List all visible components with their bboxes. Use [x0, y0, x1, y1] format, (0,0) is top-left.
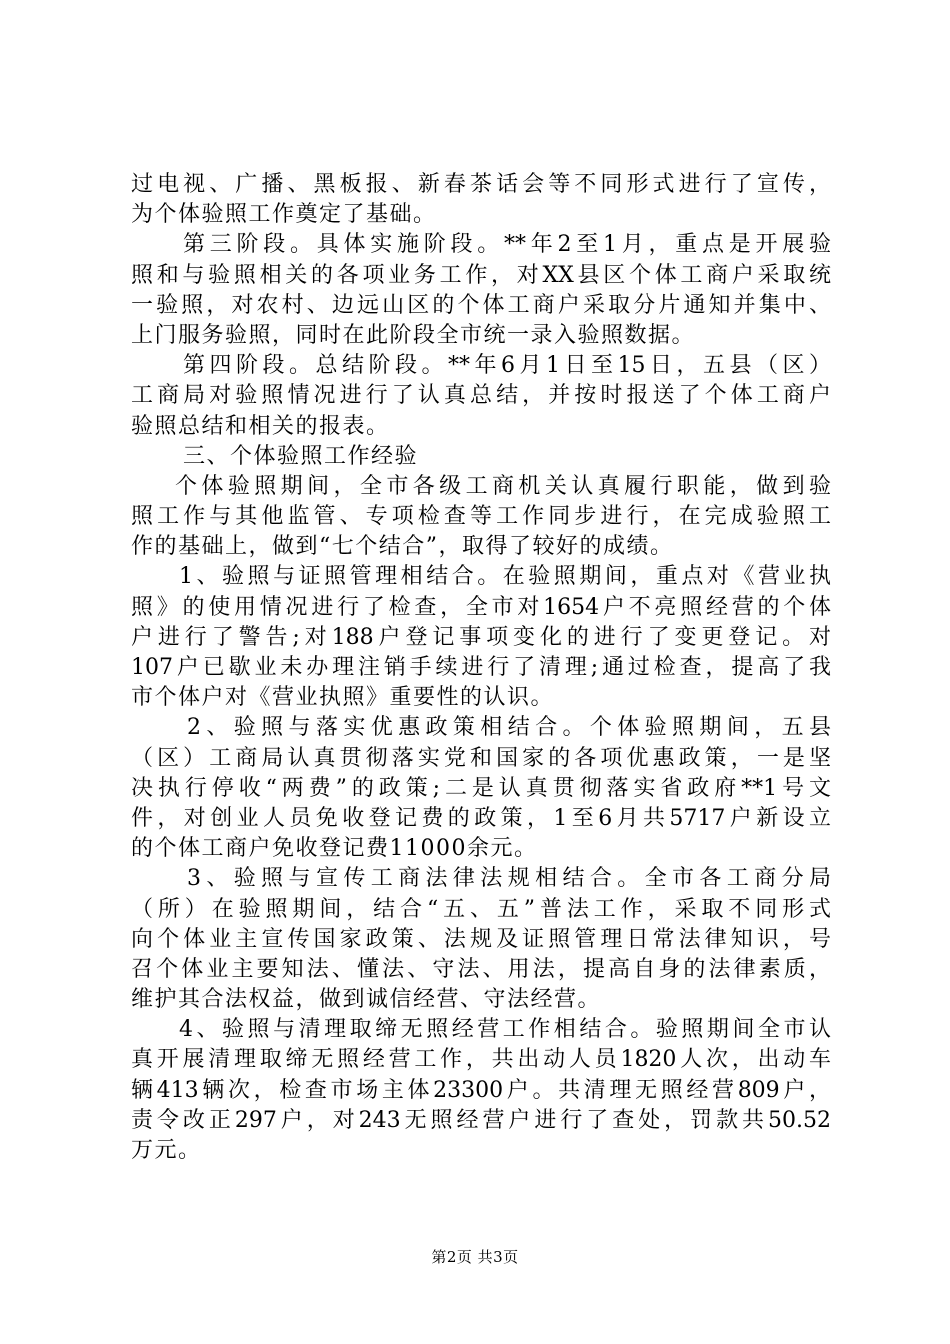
text-line: 第四阶段。总结阶段。**年6月1日至15日，五县（区）	[183, 353, 831, 379]
text-line: 真开展清理取缔无照经营工作，共出动人员1820人次，出动车	[131, 1047, 831, 1073]
text-line: 2、验照与落实优惠政策相结合。个体验照期间，五县	[187, 715, 831, 741]
text-line: 1、验照与证照管理相结合。在验照期间，重点对《营业执	[179, 564, 831, 590]
page-footer	[0, 1246, 950, 1267]
text-line: 决执行停收“两费”的政策;二是认真贯彻落实省政府**1号文	[131, 775, 831, 801]
text-line: 第三阶段。具体实施阶段。**年2至1月，重点是开展验	[183, 232, 831, 258]
text-line: 一验照，对农村、边远山区的个体工商户采取分片通知并集中、	[131, 292, 831, 318]
text-line: 照》的使用情况进行了检查，全市对1654户不亮照经营的个体	[131, 594, 831, 620]
text-line: 三、个体验照工作经验	[183, 443, 419, 469]
text-line: 照工作与其他监管、专项检查等工作同步进行，在完成验照工	[131, 504, 831, 530]
text-line: 责令改正297户，对243无照经营户进行了查处，罚款共50.52	[131, 1107, 831, 1133]
document-body	[131, 170, 831, 1166]
text-line: 召个体业主要知法、懂法、守法、用法，提高自身的法律素质，	[131, 956, 831, 982]
text-line: 3、验照与宣传工商法律法规相结合。全市各工商分局	[187, 866, 831, 892]
text-line: 的个体工商户免收登记费11000余元。	[131, 836, 538, 862]
text-line: 件，对创业人员免收登记费的政策，1至6月共5717户新设立	[131, 805, 831, 831]
text-line: 验照总结和相关的报表。	[131, 413, 390, 439]
page-number: 第2页 共3页	[431, 1248, 519, 1266]
text-line: （所）在验照期间，结合“五、五”普法工作，采取不同形式	[131, 896, 831, 922]
text-line: 向个体业主宣传国家政策、法规及证照管理日常法律知识，号	[131, 926, 831, 952]
text-line: 过电视、广播、黑板报、新春茶话会等不同形式进行了宣传，	[131, 172, 831, 197]
text-line: 照和与验照相关的各项业务工作，对XX县区个体工商户采取统	[131, 262, 831, 288]
text-line: 为个体验照工作奠定了基础。	[131, 202, 437, 228]
text-line: 107户已歇业未办理注销手续进行了清理;通过检查，提高了我	[131, 655, 831, 680]
text-line: 作的基础上，做到“七个结合”，取得了较好的成绩。	[131, 534, 674, 560]
text-line: 个体验照期间，全市各级工商机关认真履行职能，做到验	[175, 473, 831, 499]
text-line: （区）工商局认真贯彻落实党和国家的各项优惠政策，一是坚	[131, 745, 831, 771]
text-line: 4、验照与清理取缔无照经营工作相结合。验照期间全市认	[179, 1017, 831, 1043]
text-line: 辆413辆次，检查市场主体23300户。共清理无照经营809户，	[131, 1077, 831, 1103]
text-line: 万元。	[131, 1138, 202, 1163]
text-line: 市个体户对《营业执照》重要性的认识。	[131, 685, 555, 711]
text-line: 户进行了警告;对188户登记事项变化的进行了变更登记。对	[131, 624, 831, 650]
text-line: 工商局对验照情况进行了认真总结，并按时报送了个体工商户	[131, 383, 831, 409]
text-line: 上门服务验照，同时在此阶段全市统一录入验照数据。	[131, 322, 696, 348]
text-line: 维护其合法权益，做到诚信经营、守法经营。	[131, 987, 602, 1013]
